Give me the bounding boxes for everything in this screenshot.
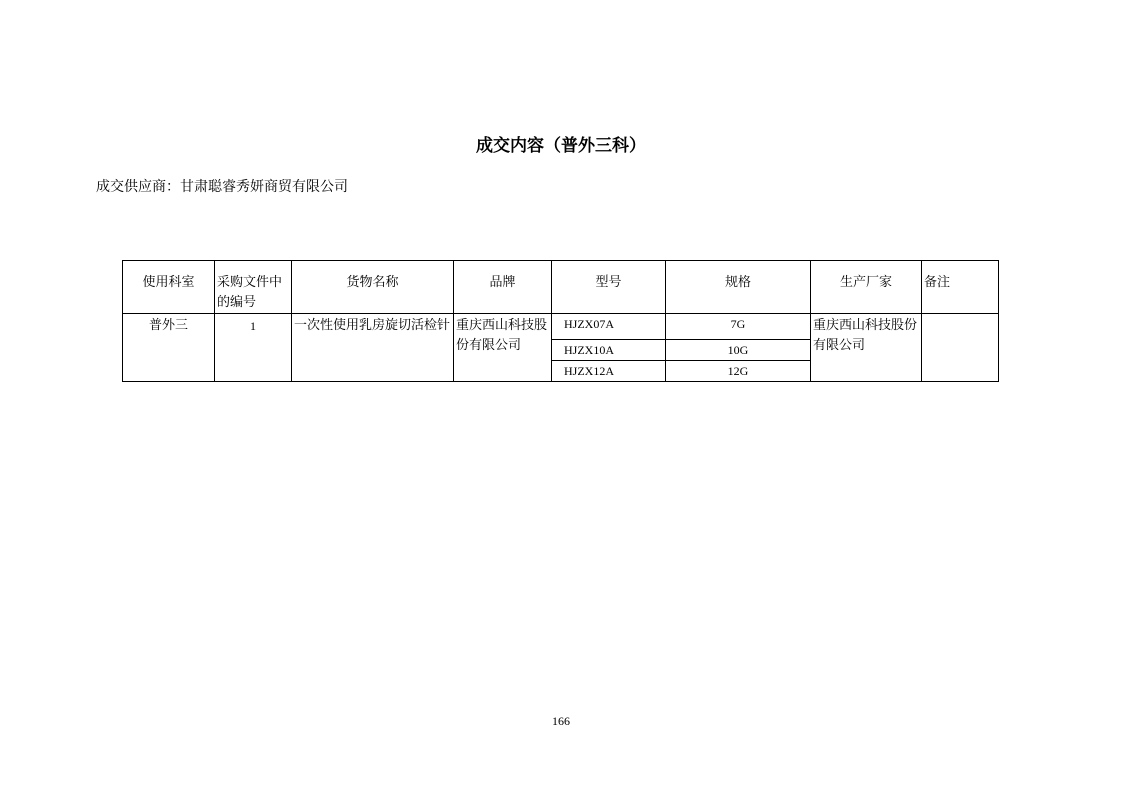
award-table <box>122 260 999 382</box>
header-spec: 规格 <box>666 261 811 314</box>
cell-model: HJZX10A <box>552 340 666 361</box>
cell-manufacturer: 重庆西山科技股份有限公司 <box>811 314 922 382</box>
header-number: 采购文件中的编号 <box>215 261 292 314</box>
header-remark: 备注 <box>922 261 999 314</box>
table-row <box>123 314 999 340</box>
document-title: 成交内容（普外三科） <box>476 136 646 156</box>
cell-spec: 7G <box>666 314 811 340</box>
cell-number: 1 <box>215 314 292 382</box>
table-header-row <box>123 261 999 314</box>
header-manufacturer: 生产厂家 <box>811 261 922 314</box>
header-brand: 品牌 <box>454 261 552 314</box>
cell-goods-name: 一次性使用乳房旋切活检针 <box>292 314 454 382</box>
supplier-line: 成交供应商：甘肃聪睿秀妍商贸有限公司 <box>96 179 348 195</box>
cell-spec: 12G <box>666 361 811 382</box>
cell-model: HJZX12A <box>552 361 666 382</box>
cell-spec: 10G <box>666 340 811 361</box>
header-goods-name: 货物名称 <box>292 261 454 314</box>
header-department: 使用科室 <box>123 261 215 314</box>
header-model: 型号 <box>552 261 666 314</box>
cell-department: 普外三 <box>123 314 215 382</box>
page-number: 166 <box>552 714 570 728</box>
cell-remark <box>922 314 999 382</box>
cell-model: HJZX07A <box>552 314 666 340</box>
cell-brand: 重庆西山科技股份有限公司 <box>454 314 552 382</box>
